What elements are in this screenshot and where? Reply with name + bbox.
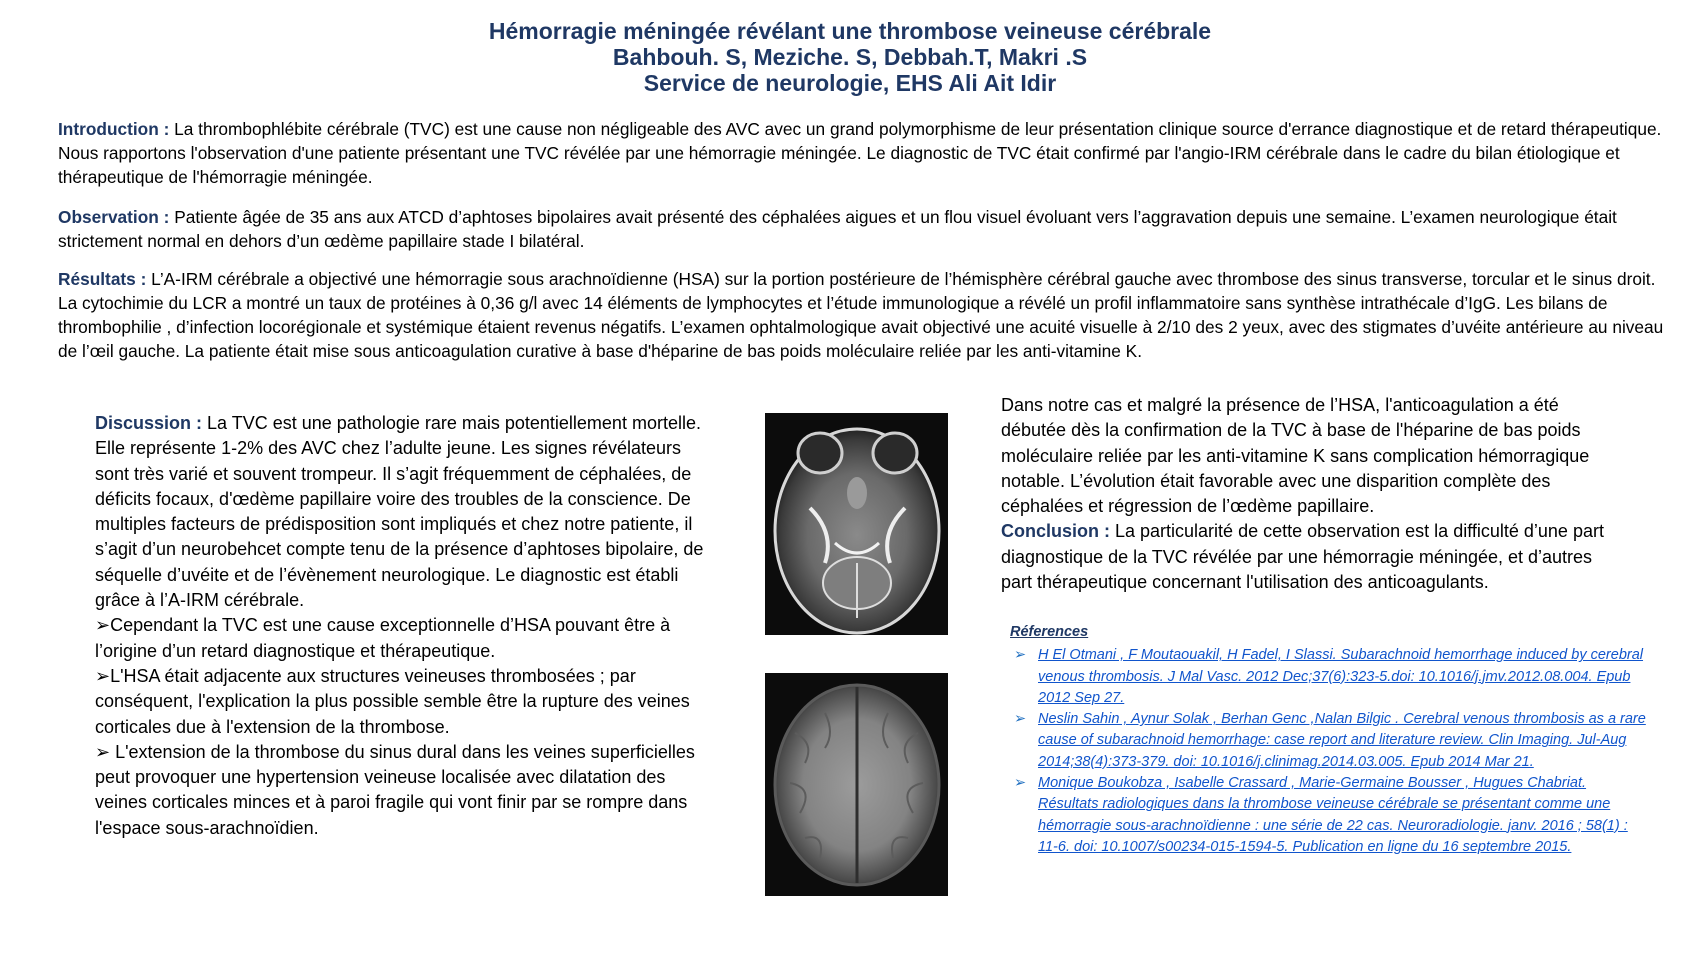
right-column-text	[1001, 393, 1621, 595]
observation-heading: Observation :	[58, 207, 170, 227]
reference-text[interactable]: Neslin Sahin , Aynur Solak , Berhan Genc ,Nalan Bilgic . Cerebral venous thrombosis as a rare cause of subarachnoid hemorrhage: case report and literature review. Clin Imaging. Jul-Aug 2014;38(4):373-379. doi: 10.1016/j.clinimag.2014.03.005. Epub 2014 Mar 21.	[1038, 711, 1646, 770]
introduction-text: La thrombophlébite cérébrale (TVC) est une cause non négligeable des AVC avec un grand polymorphisme de leur présentation clinique source d'errance diagnostique et de retard thérapeutique. Nous rapportons l'observation d'une patiente présentant une TVC révélée par une hémorragie méningée. Le diagnostic de TVC était confirmé par l'angio-IRM cérébrale dans le cadre du bilan étiologique et thérapeutique de l'hémorragie méningée.	[58, 119, 1662, 187]
observation-section	[58, 205, 1670, 253]
axial-mri-brain-image	[765, 413, 948, 635]
references-section	[1010, 622, 1650, 858]
axial-flair-mri-brain-image	[765, 673, 948, 896]
arrow-bullet-icon: ➢	[1014, 647, 1027, 664]
observation-text: Patiente âgée de 35 ans aux ATCD d’aphtoses bipolaires avait présenté des céphalées aigues et un flou visuel évoluant vers l’aggravation depuis une semaine. L’examen neurologique était strictement normal en dehors d’un œdème papillaire stade I bilatéral.	[58, 207, 1617, 251]
discussion-section	[95, 411, 720, 841]
results-heading: Résultats :	[58, 269, 147, 289]
discussion-bullet: ➢L'HSA était adjacente aux structures veineuses thrombosées ; par conséquent, l'explication la plus possible semble être la rupture des veines corticales due à l'extension de la thrombose.	[95, 665, 690, 737]
reference-text[interactable]: H El Otmani , F Moutaouakil, H Fadel, I Slassi. Subarachnoid hemorrhage induced by cerebral venous thrombosis. J Mal Vasc. 2012 Dec;37(6):323-5.doi: 10.1016/j.jmv.2012.08.004. Epub 2012 Sep 27.	[1038, 647, 1644, 706]
poster-header	[0, 18, 1700, 96]
discussion-heading: Discussion :	[95, 413, 203, 433]
conclusion-heading: Conclusion :	[1001, 521, 1110, 542]
reference-item[interactable]	[1010, 645, 1650, 709]
conclusion-text: La particularité de cette observation est la difficulté d’une part diagnostique de la TVC révélée par une hémorragie méningée, et d’autres part thérapeutique concernant l'utilisation des anticoagulants.	[1001, 521, 1604, 593]
discussion-bullet: ➢Cependant la TVC est une cause exceptionnelle d’HSA pouvant être à l’origine d’un retard diagnostique et thérapeutique.	[95, 615, 671, 661]
discussion-bullet: ➢ L'extension de la thrombose du sinus dural dans les veines superficielles peut provoquer une hypertension veineuse localisée avec dilatation des veines corticales minces et à paroi fragile qui vont finir par se rompre dans l'espace sous-arachnoïdien.	[95, 741, 695, 838]
poster-title: Hémorragie méningée révélant une thrombose veineuse cérébrale	[488, 18, 1212, 44]
introduction-section	[58, 117, 1670, 189]
references-heading: Réferences	[1010, 624, 1089, 640]
arrow-bullet-icon: ➢	[1014, 775, 1027, 792]
poster-authors: Bahbouh. S, Meziche. S, Debbah.T, Makri .S	[612, 44, 1088, 70]
reference-item[interactable]	[1010, 773, 1650, 858]
introduction-heading: Introduction :	[58, 119, 170, 139]
results-section	[58, 267, 1670, 363]
discussion-text: La TVC est une pathologie rare mais potentiellement mortelle. Elle représente 1-2% des AVC chez l’adulte jeune. Les signes révélateurs sont très varié et souvent trompeur. Il s’agit fréquemment de céphalées, de déficits focaux, d'œdème papillaire voire des troubles de la conscience. De multiples facteurs de prédisposition sont impliqués et chez notre patiente, il s’agit d’un neurobehcet compte tenu de la présence d’aphtoses bipolaire, de séquelle d’uvéite et de l’évènement neurologique. Le diagnostic est établi grâce à l’A-IRM cérébrale.	[95, 413, 704, 611]
results-text: L’A-IRM cérébrale a objectivé une hémorragie sous arachnoïdienne (HSA) sur la portion postérieure de l’hémisphère cérébral gauche avec thrombose des sinus transverse, torcular et le sinus droit. La cytochimie du LCR a montré un taux de protéines à 0,36 g/l avec 14 éléments de lymphocytes et l’étude immunologique a révélé un profil inflammatoire sans synthèse intrathécale d’IgG. Les bilans de thrombophilie , d’infection locorégionale et systémique étaient revenus négatifs. L’examen ophtalmologique avait objectivé une acuité visuelle à 2/10 des 2 yeux, avec des stigmates d’uvéite antérieure au niveau de l’œil gauche. La patiente était mise sous anticoagulation curative à base d'héparine de bas poids moléculaire reliée par les anti-vitamine K.	[58, 269, 1664, 361]
poster-affiliation: Service de neurologie, EHS Ali Ait Idir	[643, 70, 1057, 96]
reference-item[interactable]	[1010, 709, 1650, 773]
reference-text[interactable]: Monique Boukobza , Isabelle Crassard , Marie-Germaine Bousser , Hugues Chabriat. Résultats radiologiques dans la thrombose veineuse cérébrale se présentant comme une hémorragie sous-arachnoïdienne : une série de 22 cas. Neuroradiologie. janv. 2016 ; 58(1) : 11-6. doi: 10.1007/s00234-015-1594-5. Publication en ligne du 16 septembre 2015.	[1038, 775, 1628, 855]
arrow-bullet-icon: ➢	[1014, 711, 1027, 728]
treatment-paragraph: Dans notre cas et malgré la présence de l’HSA, l'anticoagulation a été débutée dès la confirmation de la TVC à base de l'héparine de bas poids moléculaire reliée par les anti-vitamine K sans complication hémorragique notable. L’évolution était favorable avec une disparition complète des céphalées et régression de l’œdème papillaire.	[1001, 395, 1590, 517]
